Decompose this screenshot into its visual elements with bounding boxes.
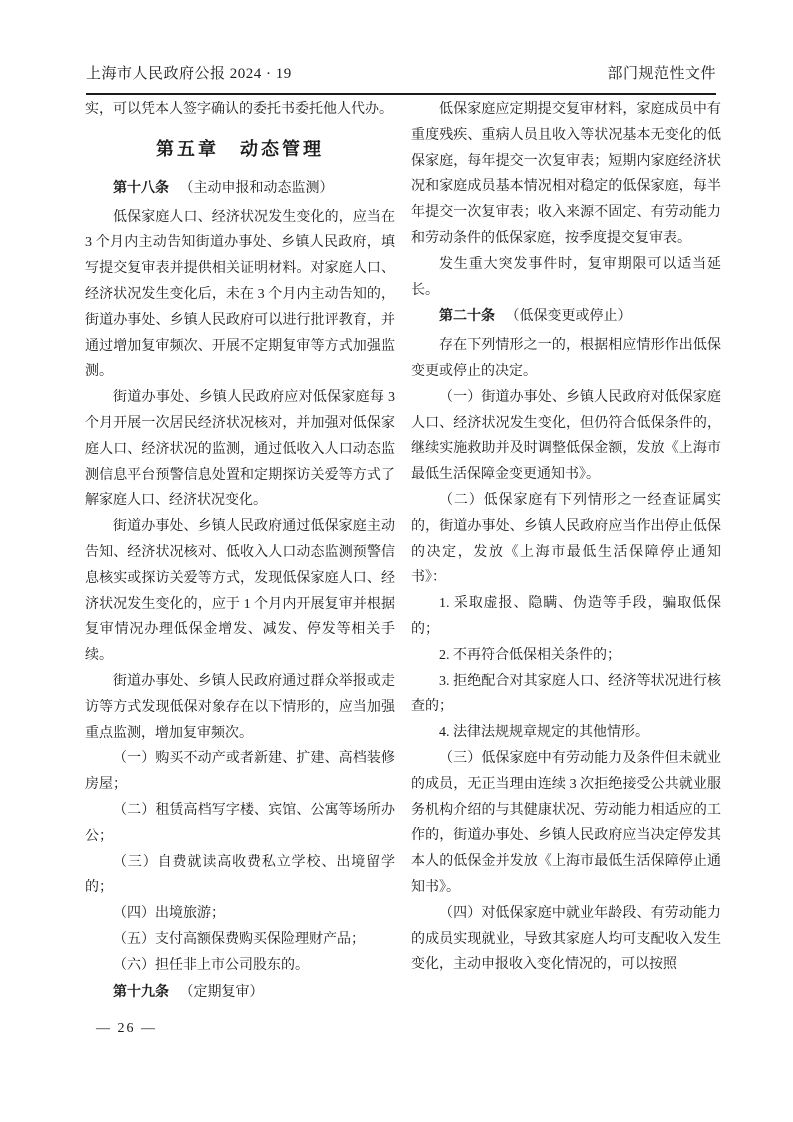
list-item: （一）购买不动产或者新建、扩建、高档装修房屋； (85, 751, 395, 793)
article-19-heading (85, 980, 395, 1006)
body-paragraph: 街道办事处、乡镇人民政府通过群众举报或走访等方式发现低保对象存在以下情形的，应当加强重点监测，增加复审频次。 (85, 673, 395, 741)
numbered-item: 4. 法律法规规章规定的其他情形。 (439, 725, 649, 741)
article-18-label: 第十八条 (113, 180, 169, 196)
header-left-title: 上海市人民政府公报 2024 · 19 (86, 66, 292, 82)
article-20-subtitle: （低保变更或停止） (505, 309, 632, 325)
article-19-subtitle: （定期复审） (179, 984, 264, 1000)
numbered-item: 1. 采取虚报、隐瞒、伪造等手段，骗取低保的； (411, 596, 721, 637)
article-19-label: 第十九条 (113, 984, 169, 1000)
page-header (86, 62, 716, 83)
article-20-heading (411, 304, 721, 330)
right-column (411, 97, 721, 1008)
body-paragraph: 低保家庭应定期提交复审材料，家庭成员中有重度残疾、重病人员且收入等状况基本无变化的低保家庭，每年提交一次复审表；短期内家庭经济状况和家庭成员基本情况相对稳定的低保家庭，每半年提交一次复审表；收入来源不固定、有劳动能力和劳动条件的低保家庭，按季度提交复审表。 (411, 102, 721, 246)
numbered-item: 3. 拒绝配合对其家庭人口、经济等状况进行核查的； (411, 673, 721, 715)
body-paragraph: （三）低保家庭中有劳动能力及条件但未就业的成员，无正当理由连续 3 次拒绝接受公共就业服务机构介绍的与其健康状况、劳动能力相适应的工作的，街道办事处、乡镇人民政府应当决定停发其本人的低保金并发放《上海市最低生活保障停止通知书》。 (411, 750, 721, 895)
list-item: （二）租赁高档写字楼、宾馆、公寓等场所办公； (85, 802, 395, 844)
chapter-heading: 第五章 动态管理 (156, 138, 324, 159)
body-paragraph: 街道办事处、乡镇人民政府通过低保家庭主动告知、经济状况核对、低收入人口动态监测预警信息核实或探访关爱等方式，发现低保家庭人口、经济状况发生变化的，应于 1 个月内开展复审并根据复审情况办理低保金增发、减发、停发等相关手续。 (85, 519, 395, 664)
article-20-label: 第二十条 (439, 309, 495, 325)
body-paragraph: （一）街道办事处、乡镇人民政府对低保家庭人口、经济状况发生变化，但仍符合低保条件的，继续实施救助并及时调整低保金额，发放《上海市最低生活保障金变更通知书》。 (411, 389, 721, 483)
list-item: （四）出境旅游； (113, 906, 225, 922)
body-paragraph: （四）对低保家庭中就业年龄段、有劳动能力的成员实现就业，导致其家庭人均可支配收入发生变化，主动申报收入变化情况的，可以按照 (411, 905, 721, 973)
header-rule (86, 93, 716, 95)
body-paragraph: （二）低保家庭有下列情形之一经查证属实的，街道办事处、乡镇人民政府应当作出停止低保的决定，发放《上海市最低生活保障停止通知书》： (411, 492, 721, 586)
document-body (85, 97, 721, 1008)
page-number: — 26 — (96, 1021, 157, 1036)
header-right-title: 部门规范性文件 (607, 66, 716, 82)
list-item: （三）自费就读高收费私立学校、出境留学的； (85, 854, 395, 896)
left-column (85, 97, 395, 1008)
article-18-subtitle: （主动申报和动态监测） (179, 180, 334, 196)
list-item: （五）支付高额保费购买保险理财产品； (113, 931, 365, 947)
continuation-paragraph: 实，可以凭本人签字确认的委托书委托他人代办。 (85, 102, 393, 117)
body-paragraph: 存在下列情形之一的，根据相应情形作出低保变更或停止的决定。 (411, 338, 721, 379)
body-paragraph: 发生重大突发事件时，复审期限可以适当延长。 (411, 256, 721, 298)
body-paragraph: 低保家庭人口、经济状况发生变化的，应当在 3 个月内主动告知街道办事处、乡镇人民政府，填写提交复审表并提供相关证明材料。对家庭人口、经济状况发生变化后，未在 3 个月内主动告知的，街道办事处、乡镇人民政府可以进行批评教育，并通过增加复审频次、开展不定期复审等方式加强监测。 (85, 209, 395, 380)
article-18-heading (85, 176, 395, 202)
numbered-item: 2. 不再符合低保相关条件的； (439, 647, 621, 663)
list-item: （六）担任非上市公司股东的。 (113, 957, 309, 973)
body-paragraph: 街道办事处、乡镇人民政府应对低保家庭每 3 个月开展一次居民经济状况核对，并加强对低保家庭人口、经济状况的监测，通过低收入人口动态监测信息平台预警信息处置和定期探访关爱等方式了解家庭人口、经济状况变化。 (85, 390, 395, 509)
